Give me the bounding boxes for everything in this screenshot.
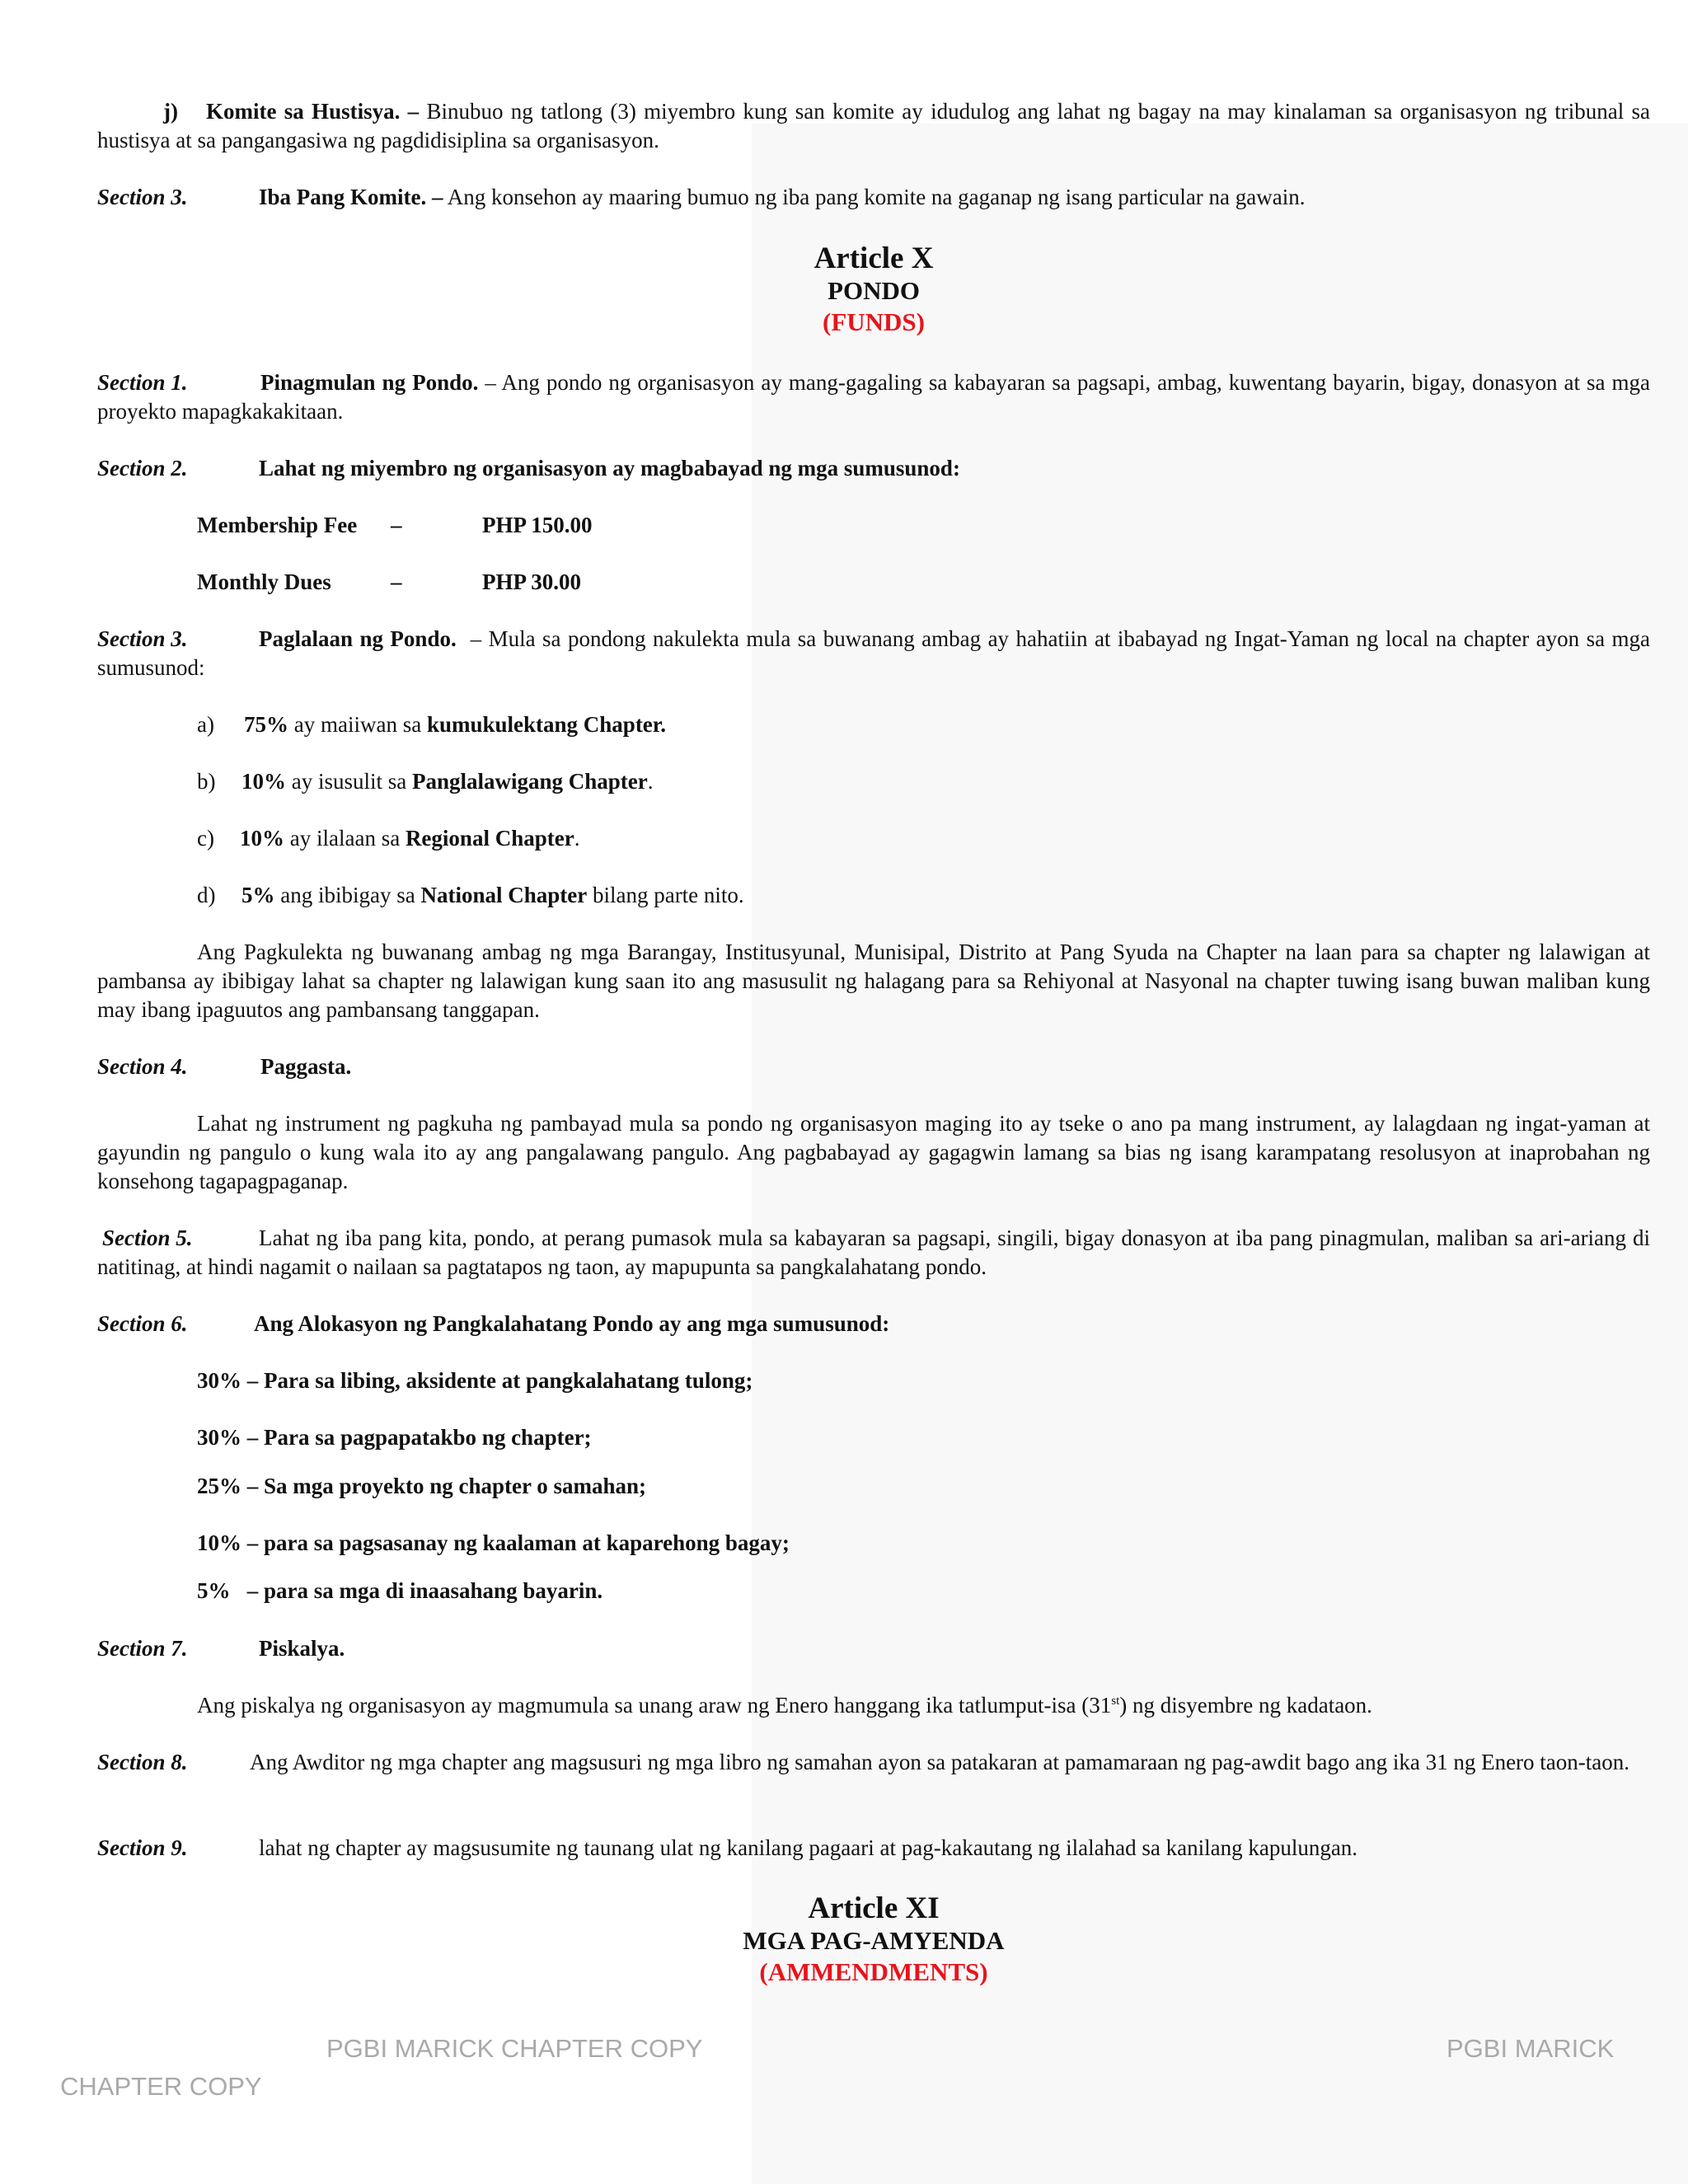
alloc-tail: bilang parte nito. [592,883,744,907]
section-title: Piskalya. [259,1636,345,1661]
section-text: – Mula sa pondong nakulekta mula sa buwanang ambag ay hahatiin at ibabayad ng Ingat-Yaman ng local na chapter ayon sa mga sumusunod: [97,626,1651,680]
alloc-mid: ay ilalaan sa [289,826,401,851]
section-label: Section 2. [97,456,188,480]
alloc-tail: . [574,826,580,851]
alloc-item-b [197,767,654,796]
section-label: Section 5. [102,1226,193,1250]
alloc-percent: 10% [241,769,286,794]
monthly-dues-dash: – [391,569,402,594]
section-title: Pinagmulan ng Pondo. [260,370,479,395]
item-j-text: Binubuo ng tatlong (3) miyembro kung san komite ay idudulog ang lahat ng bagay na may kinalaman sa organisasyon ng tribunal sa hustisya at sa pangangasiwa ng pagdidisiplina sa organisasyon. [97,99,1650,152]
general-alloc-item: 30% – Para sa pagpapatakbo ng chapter; [197,1425,592,1450]
section-text: lahat ng chapter ay magsusumite ng taunang ulat ng kanilang pagaari at pag-kakautang ng ilalahad sa kanilang kapulungan. [259,1835,1358,1860]
section-7-paragraph [97,1634,1650,1663]
watermark-text-line2: CHAPTER COPY [60,2072,262,2101]
item-j-paragraph [97,97,1650,155]
article-x-title: PONDO [828,276,920,305]
item-j-marker: j) [163,99,178,124]
section-7-text-b: ) ng disyembre ng kadataon. [1119,1693,1372,1718]
article-xi-translation: (AMMENDMENTS) [759,1957,988,1986]
section-title: Paggasta. [260,1054,352,1079]
article-x-heading: Article X [814,241,934,275]
alloc-mid: ay maiiwan sa [293,712,422,737]
article-x-translation: (FUNDS) [823,307,925,336]
alloc-tail: . [647,769,654,794]
monthly-dues-amount: PHP 30.00 [482,569,581,594]
alloc-item-a [197,710,666,739]
alloc-marker: c) [197,826,214,851]
alloc-target: National Chapter [420,883,588,907]
general-alloc-item: 5% – para sa mga di inaasahang bayarin. [197,1578,603,1603]
alloc-marker: a) [197,712,214,737]
alloc-item-d [197,881,744,910]
section-label: Section 6. [97,1311,188,1336]
section-text: Ang Awditor ng mga chapter ang magsusuri ng mga libro ng samahan ayon sa patakaran at pamamaraan ng pag-awdit bago ang ika 31 ng Enero taon-taon. [250,1750,1630,1774]
alloc-mid: ay isusulit sa [291,769,407,794]
article-xi-heading: Article XI [808,1891,940,1925]
watermark-text-left: PGBI MARICK CHAPTER COPY [326,2034,703,2063]
section-title: Ang Alokasyon ng Pangkalahatang Pondo ay ang mga sumusunod: [254,1311,890,1336]
section-4-body: Lahat ng instrument ng pagkuha ng pambayad mula sa pondo ng organisasyon maging ito ay tseke o ano pa mang instrument, ay lalagdaan ng ingat-yaman at gayundin ng pangulo o kung wala ito ay ang pangalawang pangulo. Ang pagbabayad ay gagagwin lamang sa bias ng isang karampatang resolusyon at inaprobahan ng konsehong tagapagpaganap. [97,1111,1650,1193]
general-alloc-item: 10% – para sa pagsasanay ng kaalaman at kaparehong bagay; [197,1530,790,1555]
alloc-target: kumukulektang Chapter. [426,712,667,737]
watermark-text-right: PGBI MARICK [1447,2034,1615,2063]
section-3-iba-pang-komite [97,183,1650,212]
section-label: Section 9. [97,1835,188,1860]
alloc-percent: 75% [244,712,288,737]
section-text: Lahat ng iba pang kita, pondo, at perang pumasok mula sa kabayaran sa pagsapi, singili, bigay donasyon at iba pang pinagmulan, maliban sa ari-ariang di natitinag, at hindi nagamit o nailaan sa pagtatapos ng taon, ay mapupunta sa pangkalahatang pondo. [97,1226,1650,1279]
monthly-dues-label: Monthly Dues [197,569,331,594]
general-alloc-item: 25% – Sa mga proyekto ng chapter o samahan; [197,1474,647,1498]
section-4-paragraph [97,1052,1650,1081]
section-label: Section 3. [97,185,188,209]
section-title: Paglalaan ng Pondo. [259,626,457,651]
alloc-item-c [197,824,579,853]
membership-fee-dash: – [391,513,402,537]
alloc-target: Regional Chapter [405,826,574,851]
section-title: Iba Pang Komite. – [259,185,443,209]
item-j-title: Komite sa Hustisya. – [205,99,420,124]
section-label: Section 8. [97,1750,188,1774]
section-3-paglalaan-paragraph [97,625,1650,682]
article-xi-title: MGA PAG-AMYENDA [743,1926,1005,1955]
section-2-paragraph [97,454,1650,483]
general-alloc-item: 30% – Para sa libing, aksidente at pangkalahatang tulong; [197,1368,753,1393]
section-label: Section 4. [97,1054,188,1079]
membership-fee-amount: PHP 150.00 [482,513,593,537]
section-5-paragraph [97,1224,1650,1282]
section-7-text-a: Ang piskalya ng organisasyon ay magmumula sa unang araw ng Enero hanggang ika tatlumput-isa (31 [197,1693,1112,1718]
section-8-paragraph [97,1748,1650,1777]
alloc-mid: ang ibibigay sa [280,883,415,907]
alloc-target: Panglalawigang Chapter [412,769,648,794]
section-label: Section 7. [97,1636,188,1661]
section-7-body [97,1691,1650,1720]
section-9-paragraph [97,1834,1650,1863]
section-text: – Ang pondo ng organisasyon ay mang-gagaling sa kabayaran sa pagsapi, ambag, kuwentang bayarin, bigay, donasyon at sa mga proyekto mapagkakakitaan. [97,370,1650,424]
alloc-marker: d) [197,883,216,907]
membership-fee-label: Membership Fee [197,513,358,537]
section-6-paragraph [97,1310,1650,1338]
collection-paragraph: Ang Pagkulekta ng buwanang ambag ng mga Barangay, Institusyunal, Munisipal, Distrito at Pang Syuda na Chapter na laan para sa chapter ng lalawigan at pambansa ay ibibigay lahat sa chapter ng lalawigan kung saan ito ang masusulit ng halagang para sa Rehiyonal at Nasyonal na chapter tuwing isang buwan maliban kung may ibang ipaguutos ang pambansang tanggapan. [97,940,1650,1022]
section-label: Section 1. [97,370,188,395]
section-title: Lahat ng miyembro ng organisasyon ay magbabayad ng mga sumusunod: [259,456,960,480]
section-text: Ang konsehon ay maaring bumuo ng iba pang komite na gaganap ng isang particular na gawain. [447,185,1306,209]
alloc-marker: b) [197,769,216,794]
section-7-superscript: st [1111,1694,1120,1708]
section-1-paragraph [97,368,1650,426]
alloc-percent: 10% [240,826,284,851]
section-label: Section 3. [97,626,188,651]
alloc-percent: 5% [241,883,275,907]
